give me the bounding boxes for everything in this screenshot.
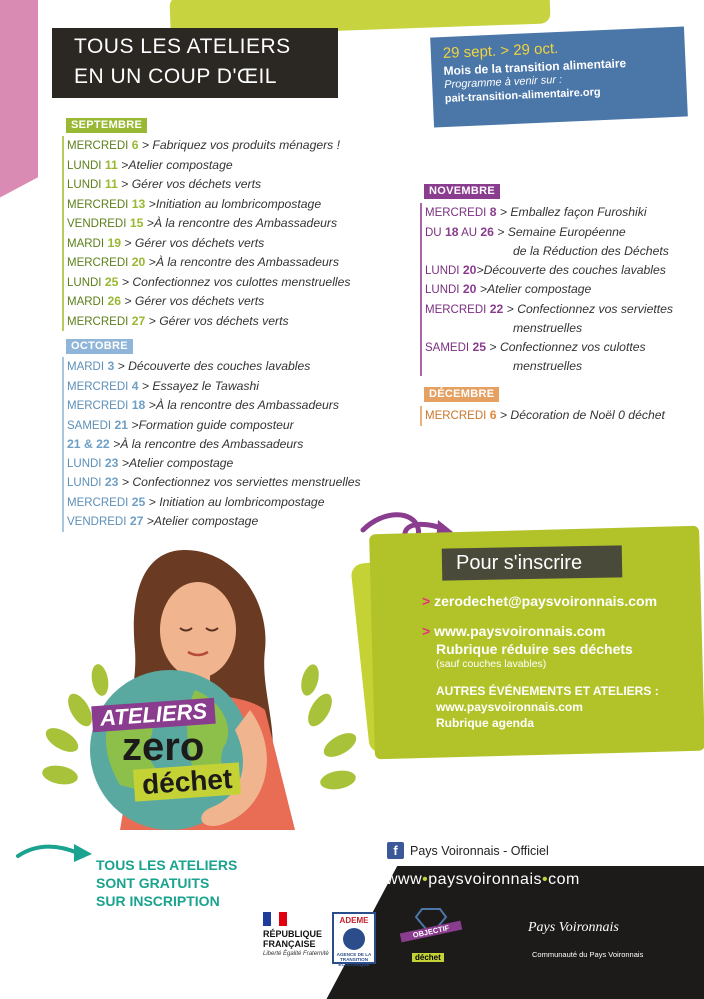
event-date: 4 xyxy=(131,378,139,393)
event-item xyxy=(67,493,361,513)
zero-dechet-badge xyxy=(92,698,240,801)
event-item xyxy=(67,175,351,195)
rf-line-1: RÉPUBLIQUE xyxy=(263,929,323,939)
republique-francaise-logo xyxy=(263,912,329,958)
free-line-3: SUR INSCRIPTION xyxy=(96,893,220,909)
pink-corner-decoration xyxy=(0,0,38,203)
event-date: 15 xyxy=(129,216,144,230)
event-date: 11 xyxy=(104,157,118,172)
event-date: 23 xyxy=(104,455,119,470)
event-item xyxy=(67,273,351,293)
event-item xyxy=(425,261,673,281)
event-title: À la rencontre des Ambassadeurs xyxy=(155,255,339,269)
chevron-right-icon: > xyxy=(422,593,431,609)
event-separator: > xyxy=(118,475,133,489)
badge-dechet: déchet xyxy=(133,762,241,801)
event-date: 6 xyxy=(131,138,139,152)
event-date-end: 26 xyxy=(480,224,494,239)
rf-motto: Liberté Égalité Fraternité xyxy=(263,951,329,957)
september-event-list xyxy=(62,136,351,331)
promo-subtitle: Mois de la transition alimentaire xyxy=(443,56,627,79)
badge-zero: zero xyxy=(122,725,205,769)
event-date: 21 xyxy=(114,417,129,432)
site-post: com xyxy=(548,871,580,888)
october-event-list xyxy=(62,357,361,532)
other-events-url[interactable]: www.paysvoironnais.com xyxy=(436,700,583,714)
event-title: À la rencontre des Ambassadeurs xyxy=(153,216,338,230)
event-title-continued: menstruelles xyxy=(513,321,583,335)
chevron-right-icon: > xyxy=(422,623,431,639)
title-line-2: EN UN COUP D'ŒIL xyxy=(74,65,277,88)
event-day: LUNDI xyxy=(425,264,460,277)
event-separator: > xyxy=(476,282,487,296)
event-separator: > xyxy=(493,224,508,239)
event-day: MARDI xyxy=(67,361,105,373)
month-header-december: DÉCEMBRE xyxy=(424,387,499,402)
event-separator: > xyxy=(117,157,129,172)
event-title: Formation guide composteur xyxy=(138,417,294,432)
event-day: VENDREDI xyxy=(67,516,127,528)
event-title: Gérer vos déchets verts xyxy=(159,313,289,328)
event-title: Gérer vos déchets verts xyxy=(134,235,265,250)
event-separator: > xyxy=(121,235,135,250)
objectif-zero: zero xyxy=(410,939,433,951)
event-day: DU xyxy=(425,226,442,239)
event-day: LUNDI xyxy=(67,159,102,172)
title-line-1: TOUS LES ATELIERS xyxy=(74,35,291,58)
ademe-title: ADEME xyxy=(334,914,374,925)
event-separator: > xyxy=(114,359,129,373)
event-item xyxy=(67,473,361,493)
event-title: Emballez façon Furoshiki xyxy=(510,205,647,219)
inscription-website[interactable]: www.paysvoironnais.com xyxy=(434,623,606,639)
event-date: 27 xyxy=(129,514,144,528)
event-date: 19 xyxy=(107,235,122,250)
site-mid: paysvoironnais xyxy=(428,871,543,888)
event-title: Gérer vos déchets verts xyxy=(134,294,265,308)
event-separator: > xyxy=(145,398,156,412)
event-title: Confectionnez vos serviettes xyxy=(517,301,673,316)
event-day: MERCREDI xyxy=(67,496,129,509)
event-item xyxy=(67,435,361,454)
event-date: 6 xyxy=(489,408,497,422)
event-day: LUNDI xyxy=(425,284,460,296)
event-date: 8 xyxy=(489,205,497,219)
event-day: MERCREDI xyxy=(425,410,487,422)
event-separator: > xyxy=(118,274,133,289)
event-title: Initiation au lombricompostage xyxy=(155,196,322,211)
inscription-details xyxy=(422,592,692,731)
objectif-label: OBJECTIF xyxy=(400,921,463,943)
month-header-october: OCTOBRE xyxy=(66,339,133,354)
event-separator: > xyxy=(145,255,156,269)
event-title: Confectionnez vos culottes xyxy=(499,339,646,354)
event-item xyxy=(67,454,361,474)
event-day: VENDREDI xyxy=(67,218,127,230)
event-item xyxy=(67,512,361,532)
event-item xyxy=(425,300,673,338)
event-day: MERCREDI xyxy=(425,207,487,219)
event-title: À la rencontre des Ambassadeurs xyxy=(120,437,304,451)
pays-voironnais-subtitle: Communauté du Pays Voironnais xyxy=(532,950,644,959)
event-date-connector: AU xyxy=(458,226,481,239)
event-date: 25 xyxy=(131,494,146,509)
event-title: Fabriquez vos produits ménagers ! xyxy=(152,138,341,152)
event-title: Décoration de Noël 0 déchet xyxy=(510,408,665,422)
event-separator: > xyxy=(138,378,153,393)
footer-website[interactable] xyxy=(386,871,580,889)
event-title: Atelier compostage xyxy=(486,282,592,296)
event-date: 20 xyxy=(131,255,146,269)
ademe-subtitle: AGENCE DE LA TRANSITION ÉCOLOGIQUE xyxy=(336,952,372,968)
other-events-rubrique: Rubrique agenda xyxy=(436,716,535,730)
event-item xyxy=(67,416,361,436)
event-day: SAMEDI xyxy=(425,341,470,354)
event-day: LUNDI xyxy=(67,276,102,289)
event-day: MERCREDI xyxy=(67,315,129,328)
free-line-2: SONT GRATUITS xyxy=(96,875,210,891)
pays-voironnais-logo: Pays Voironnais xyxy=(528,920,619,935)
event-date: 20 xyxy=(462,282,477,296)
teal-arrow-icon xyxy=(16,838,96,868)
event-date: 3 xyxy=(107,359,115,373)
event-item xyxy=(67,312,351,332)
event-item xyxy=(425,280,673,300)
event-day: LUNDI xyxy=(67,179,102,191)
event-title-continued: menstruelles xyxy=(513,359,583,373)
event-date: 26 xyxy=(107,294,122,308)
event-date: 18 xyxy=(445,224,459,239)
event-item xyxy=(67,292,351,312)
event-date: 11 xyxy=(104,177,118,191)
event-date: 21 & 22 xyxy=(67,437,110,451)
event-date: 22 xyxy=(489,301,504,316)
event-separator: > xyxy=(145,196,156,211)
event-item xyxy=(67,377,361,397)
event-separator: > xyxy=(145,313,160,328)
event-date: 27 xyxy=(131,313,146,328)
event-title: Semaine Européenne xyxy=(507,224,626,239)
event-item xyxy=(425,338,673,376)
event-item xyxy=(67,214,351,234)
event-item xyxy=(425,203,673,223)
event-date: 25 xyxy=(104,274,119,289)
event-title: Confectionnez vos serviettes menstruelles xyxy=(132,475,361,489)
event-separator: > xyxy=(143,514,154,528)
event-day: SAMEDI xyxy=(67,419,112,432)
objectif-dechet: déchet xyxy=(412,953,444,962)
woman-globe-illustration xyxy=(20,540,370,850)
event-day: MERCREDI xyxy=(425,303,487,316)
event-day: MERCREDI xyxy=(67,140,129,152)
dot-separator: • xyxy=(422,871,429,888)
event-separator: > xyxy=(503,301,518,316)
event-title: Atelier compostage xyxy=(153,514,259,528)
french-flag-icon xyxy=(263,912,287,926)
event-title: Essayez le Tawashi xyxy=(152,378,259,393)
event-separator: > xyxy=(496,205,511,219)
event-item xyxy=(67,253,351,273)
event-separator: > xyxy=(138,138,153,152)
event-day: MERCREDI xyxy=(67,198,129,211)
event-separator: > xyxy=(109,437,121,451)
event-separator: > xyxy=(143,216,154,230)
event-date: 20 xyxy=(462,262,477,277)
facebook-label: Pays Voironnais - Officiel xyxy=(410,843,549,858)
event-separator: > xyxy=(496,408,511,422)
free-workshops-note xyxy=(96,856,237,910)
event-separator: > xyxy=(121,294,135,308)
inscription-title: Pour s'inscrire xyxy=(456,552,583,574)
event-item xyxy=(67,195,351,215)
facebook-icon: f xyxy=(387,842,404,859)
event-title-continued: de la Réduction des Déchets xyxy=(513,244,669,258)
event-day: LUNDI xyxy=(67,477,102,489)
month-header-september: SEPTEMBRE xyxy=(66,118,147,133)
event-item xyxy=(67,136,351,156)
event-day: MERCREDI xyxy=(67,257,129,269)
badge-ateliers: ATELIERS xyxy=(91,698,216,733)
event-date: 23 xyxy=(104,475,119,489)
inscription-note: (sauf couches lavables) xyxy=(436,658,547,670)
event-day: MARDI xyxy=(67,237,105,250)
event-separator: > xyxy=(486,339,500,354)
event-item xyxy=(425,223,673,261)
event-day: MARDI xyxy=(67,296,105,308)
event-date: 13 xyxy=(131,196,146,211)
event-title: Atelier compostage xyxy=(128,157,233,172)
event-title: Confectionnez vos culottes menstruelles xyxy=(132,274,351,289)
event-separator: > xyxy=(117,177,132,191)
event-separator: > xyxy=(145,494,160,509)
event-day: MERCREDI xyxy=(67,400,129,412)
transition-promo-box xyxy=(430,27,688,128)
event-title: À la rencontre des Ambassadeurs xyxy=(155,398,339,412)
event-separator: > xyxy=(118,455,129,470)
event-item xyxy=(67,234,351,254)
event-item xyxy=(67,156,351,176)
event-separator: > xyxy=(128,417,139,432)
event-date: 25 xyxy=(472,339,487,354)
event-day: LUNDI xyxy=(67,457,102,470)
site-pre: www xyxy=(386,871,423,888)
december-event-list xyxy=(420,406,665,426)
event-separator: > xyxy=(476,262,484,277)
event-item xyxy=(67,357,361,377)
event-date: 18 xyxy=(131,398,146,412)
poster-title xyxy=(52,28,338,98)
promo-note: Programme à venir sur : xyxy=(443,73,563,92)
objectif-zero-dechet-logo xyxy=(400,905,462,967)
rf-line-2: FRANÇAISE xyxy=(263,939,316,949)
event-item xyxy=(67,396,361,416)
event-title: Découverte des couches lavables xyxy=(483,262,666,277)
event-title: Gérer vos déchets verts xyxy=(131,177,262,191)
event-title: Initiation au lombricompostage xyxy=(159,494,325,509)
event-title: Découverte des couches lavables xyxy=(128,359,311,373)
promo-dates: 29 sept. > 29 oct. xyxy=(442,40,559,63)
month-header-november: NOVEMBRE xyxy=(424,184,500,199)
inscription-rubrique: Rubrique réduire ses déchets xyxy=(436,641,633,657)
free-line-1: TOUS LES ATELIERS xyxy=(96,857,238,873)
event-item xyxy=(425,406,665,426)
ademe-logo xyxy=(332,912,376,968)
event-title: Atelier compostage xyxy=(128,455,234,470)
november-event-list xyxy=(420,203,673,376)
other-events-title: AUTRES ÉVÉNEMENTS ET ATELIERS : xyxy=(436,684,659,698)
event-day: MERCREDI xyxy=(67,380,129,393)
inscription-email[interactable]: zerodechet@paysvoironnais.com xyxy=(434,593,658,609)
dot-separator: • xyxy=(542,871,549,888)
ademe-globe-icon xyxy=(343,928,365,950)
facebook-link[interactable] xyxy=(387,842,549,859)
promo-url[interactable]: pait-transition-alimentaire.org xyxy=(444,86,601,105)
